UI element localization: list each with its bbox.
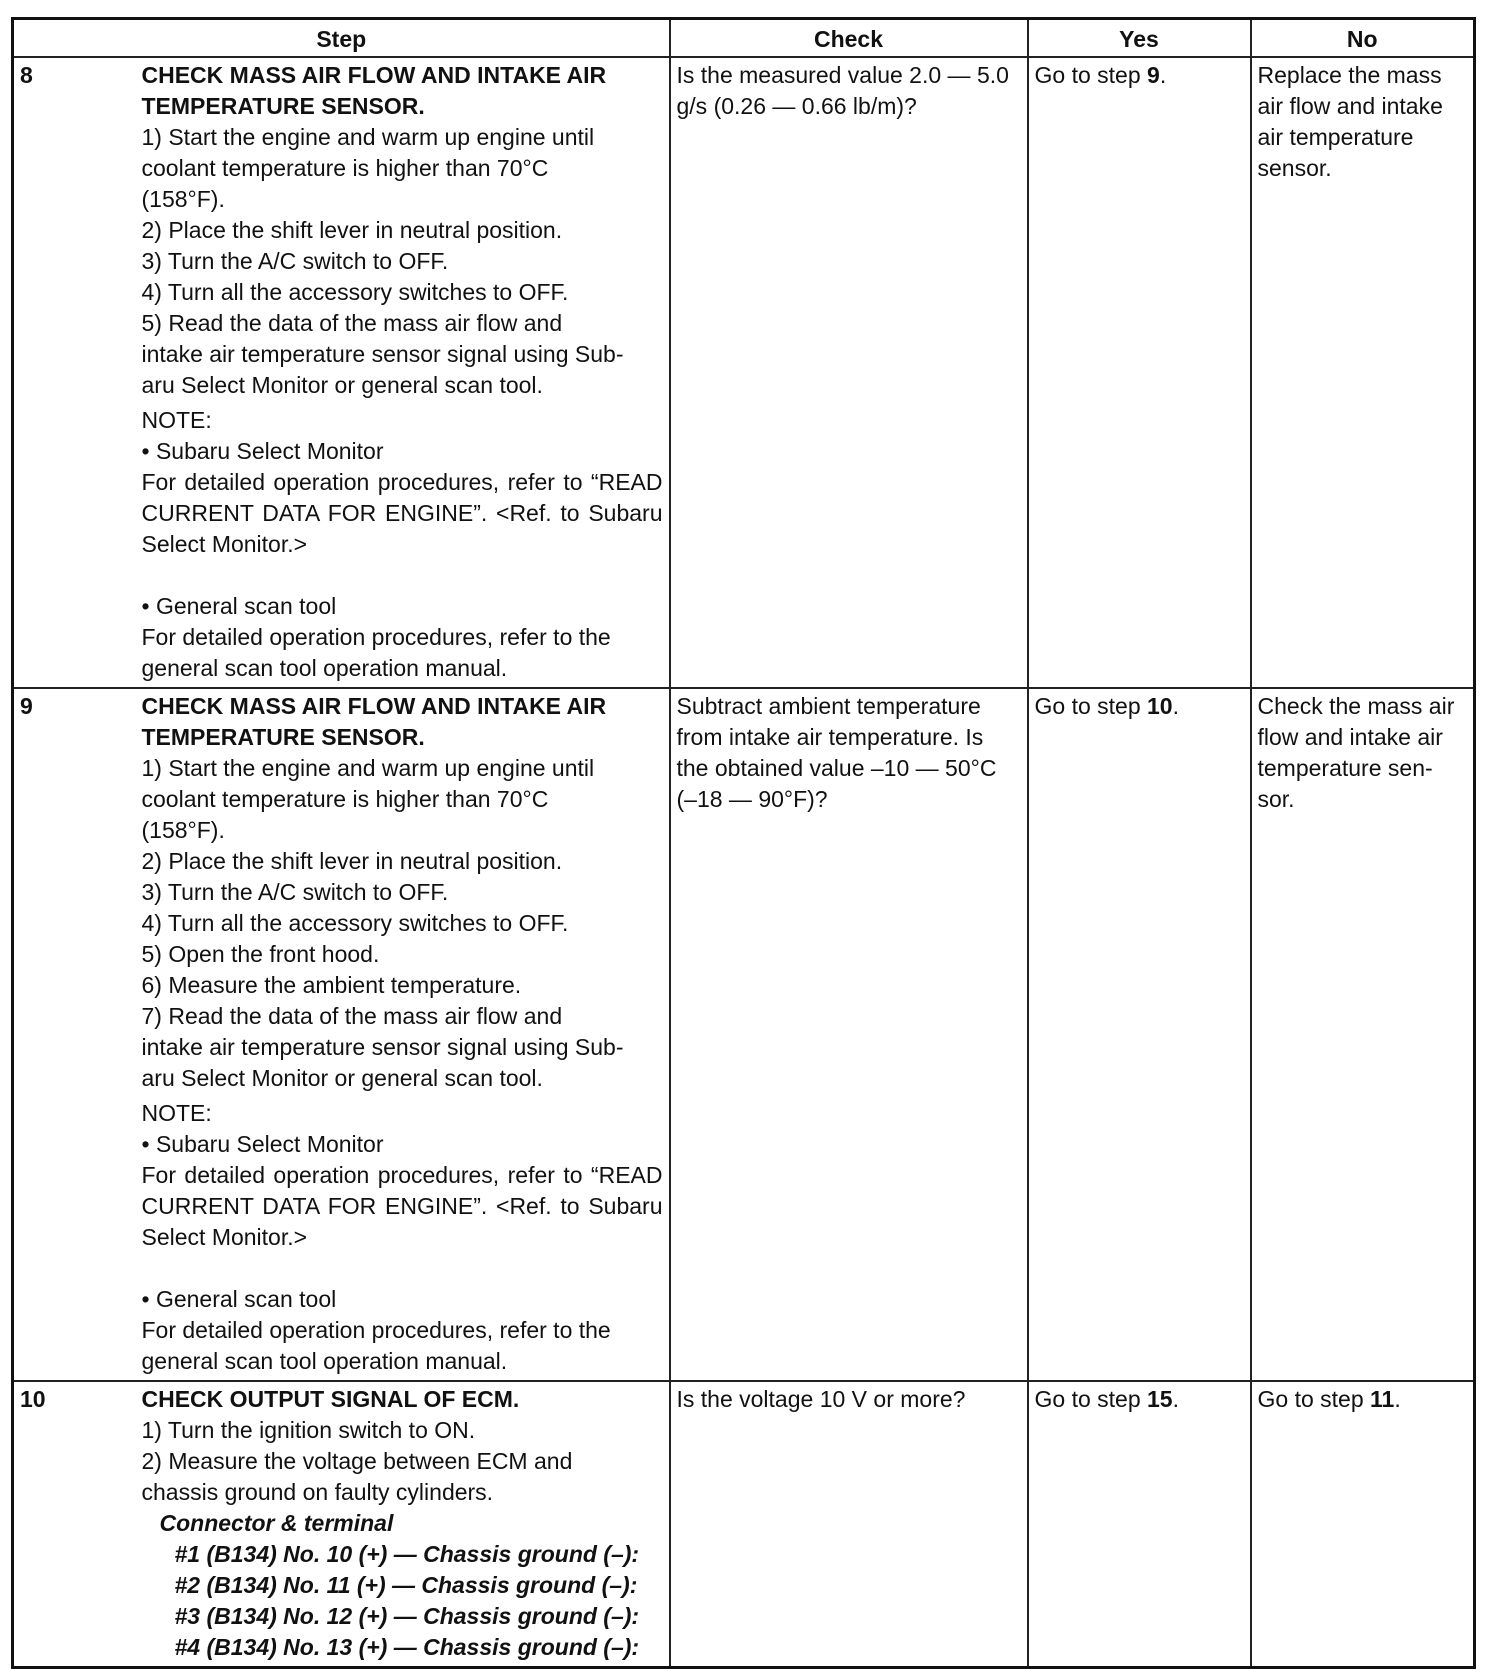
- header-yes: Yes: [1028, 19, 1251, 58]
- table-row-step-9: [13, 688, 1475, 1381]
- procedure-line: intake air temperature sensor signal using Sub-: [141, 1034, 624, 1060]
- procedure-line: 3) Turn the A/C switch to OFF.: [141, 879, 449, 905]
- yes-step-link: 15: [1147, 1386, 1173, 1412]
- step-number: 9: [13, 688, 136, 1381]
- yes-prefix: Go to step: [1034, 1386, 1148, 1412]
- note-label: NOTE:: [141, 407, 212, 433]
- note-bullet-scan-tool: • General scan tool: [141, 593, 337, 619]
- note-bullet-select-monitor: • Subaru Select Monitor: [141, 438, 384, 464]
- check-cell: Is the measured value 2.0 — 5.0 g/s (0.26 — 0.66 lb/m)?: [670, 57, 1028, 688]
- procedure-line: 2) Place the shift lever in neutral position.: [141, 848, 563, 874]
- no-suffix: .: [1394, 1386, 1401, 1412]
- check-cell: Subtract ambient temperature from intake air temperature. Is the obtained value –10 — 50°C (–18 — 90°F)?: [670, 688, 1028, 1381]
- note-bullet-select-monitor: • Subaru Select Monitor: [141, 1131, 384, 1157]
- connector-terminal-line: #2 (B134) No. 11 (+) — Chassis ground (–):: [174, 1572, 638, 1598]
- procedure-line: 2) Place the shift lever in neutral position.: [141, 217, 563, 243]
- no-cell: Replace the mass air flow and intake air temperature sensor.: [1251, 57, 1475, 688]
- procedure-line: 6) Measure the ambient temperature.: [141, 972, 522, 998]
- procedure-line: 2) Measure the voltage between ECM and: [141, 1448, 573, 1474]
- step-number: 10: [13, 1381, 136, 1668]
- table-row-step-10: [13, 1381, 1475, 1668]
- no-cell: [1251, 1381, 1475, 1668]
- procedure-line: 5) Open the front hood.: [141, 941, 380, 967]
- procedure-line: (158°F).: [141, 817, 225, 843]
- step-description: [136, 688, 670, 1381]
- note-bullet-scan-tool: • General scan tool: [141, 1286, 337, 1312]
- procedure-line: 1) Start the engine and warm up engine until: [141, 124, 595, 150]
- header-check: Check: [670, 19, 1028, 58]
- no-step-link: 11: [1370, 1386, 1395, 1412]
- connector-terminal-heading: Connector & terminal: [159, 1510, 394, 1536]
- note-label: NOTE:: [141, 1100, 212, 1126]
- procedure-line: coolant temperature is higher than 70°C: [141, 155, 549, 181]
- procedure-line: aru Select Monitor or general scan tool.: [141, 1065, 543, 1091]
- procedure-line: 4) Turn all the accessory switches to OFF.: [141, 910, 569, 936]
- note-select-monitor-text: For detailed operation procedures, refer to “READ CURRENT DATA FOR ENGINE”. <Ref. to Subaru Select Monitor.>: [141, 1162, 663, 1250]
- header-no: No: [1251, 19, 1475, 58]
- yes-suffix: .: [1159, 62, 1167, 88]
- procedure-line: (158°F).: [141, 186, 225, 212]
- no-prefix: Go to step: [1257, 1386, 1371, 1412]
- procedure-line: 7) Read the data of the mass air flow and: [141, 1003, 563, 1029]
- table-header-row: [13, 19, 1475, 58]
- yes-prefix: Go to step: [1034, 62, 1148, 88]
- yes-step-link: 10: [1147, 693, 1173, 719]
- step-title: CHECK MASS AIR FLOW AND INTAKE AIR: [141, 693, 607, 719]
- step-title-continued: TEMPERATURE SENSOR.: [141, 724, 425, 750]
- yes-suffix: .: [1172, 1386, 1179, 1412]
- step-title: CHECK MASS AIR FLOW AND INTAKE AIR: [141, 62, 607, 88]
- procedure-line: 4) Turn all the accessory switches to OFF.: [141, 279, 569, 305]
- procedure-line: chassis ground on faulty cylinders.: [141, 1479, 494, 1505]
- table-row-step-8: [13, 57, 1475, 688]
- note-select-monitor-text: For detailed operation procedures, refer to “READ CURRENT DATA FOR ENGINE”. <Ref. to Subaru Select Monitor.>: [141, 469, 663, 557]
- step-title: CHECK OUTPUT SIGNAL OF ECM.: [141, 1386, 520, 1412]
- yes-cell: [1028, 688, 1251, 1381]
- step-number: 8: [13, 57, 136, 688]
- connector-terminal-line: #4 (B134) No. 13 (+) — Chassis ground (–):: [174, 1634, 640, 1660]
- note-scan-tool-text: For detailed operation procedures, refer to the general scan tool operation manual.: [141, 1317, 611, 1374]
- step-title-continued: TEMPERATURE SENSOR.: [141, 93, 425, 119]
- connector-terminal-line: #3 (B134) No. 12 (+) — Chassis ground (–):: [174, 1603, 640, 1629]
- procedure-line: aru Select Monitor or general scan tool.: [141, 372, 543, 398]
- diagnostic-procedure-table: [11, 17, 1476, 1669]
- procedure-line: 5) Read the data of the mass air flow and: [141, 310, 563, 336]
- header-step: Step: [13, 19, 670, 58]
- connector-terminal-line: #1 (B134) No. 10 (+) — Chassis ground (–):: [174, 1541, 640, 1567]
- yes-cell: [1028, 57, 1251, 688]
- procedure-line: intake air temperature sensor signal using Sub-: [141, 341, 624, 367]
- no-cell: Check the mass air flow and intake air temperature sen-sor.: [1251, 688, 1475, 1381]
- procedure-line: 3) Turn the A/C switch to OFF.: [141, 248, 449, 274]
- procedure-line: 1) Start the engine and warm up engine until: [141, 755, 595, 781]
- yes-suffix: .: [1172, 693, 1179, 719]
- procedure-line: 1) Turn the ignition switch to ON.: [141, 1417, 476, 1443]
- note-scan-tool-text: For detailed operation procedures, refer to the general scan tool operation manual.: [141, 624, 611, 681]
- procedure-line: coolant temperature is higher than 70°C: [141, 786, 549, 812]
- step-description: [136, 57, 670, 688]
- yes-prefix: Go to step: [1034, 693, 1148, 719]
- check-cell: Is the voltage 10 V or more?: [670, 1381, 1028, 1668]
- yes-cell: [1028, 1381, 1251, 1668]
- step-description: [136, 1381, 670, 1668]
- yes-step-link: 9: [1147, 62, 1160, 88]
